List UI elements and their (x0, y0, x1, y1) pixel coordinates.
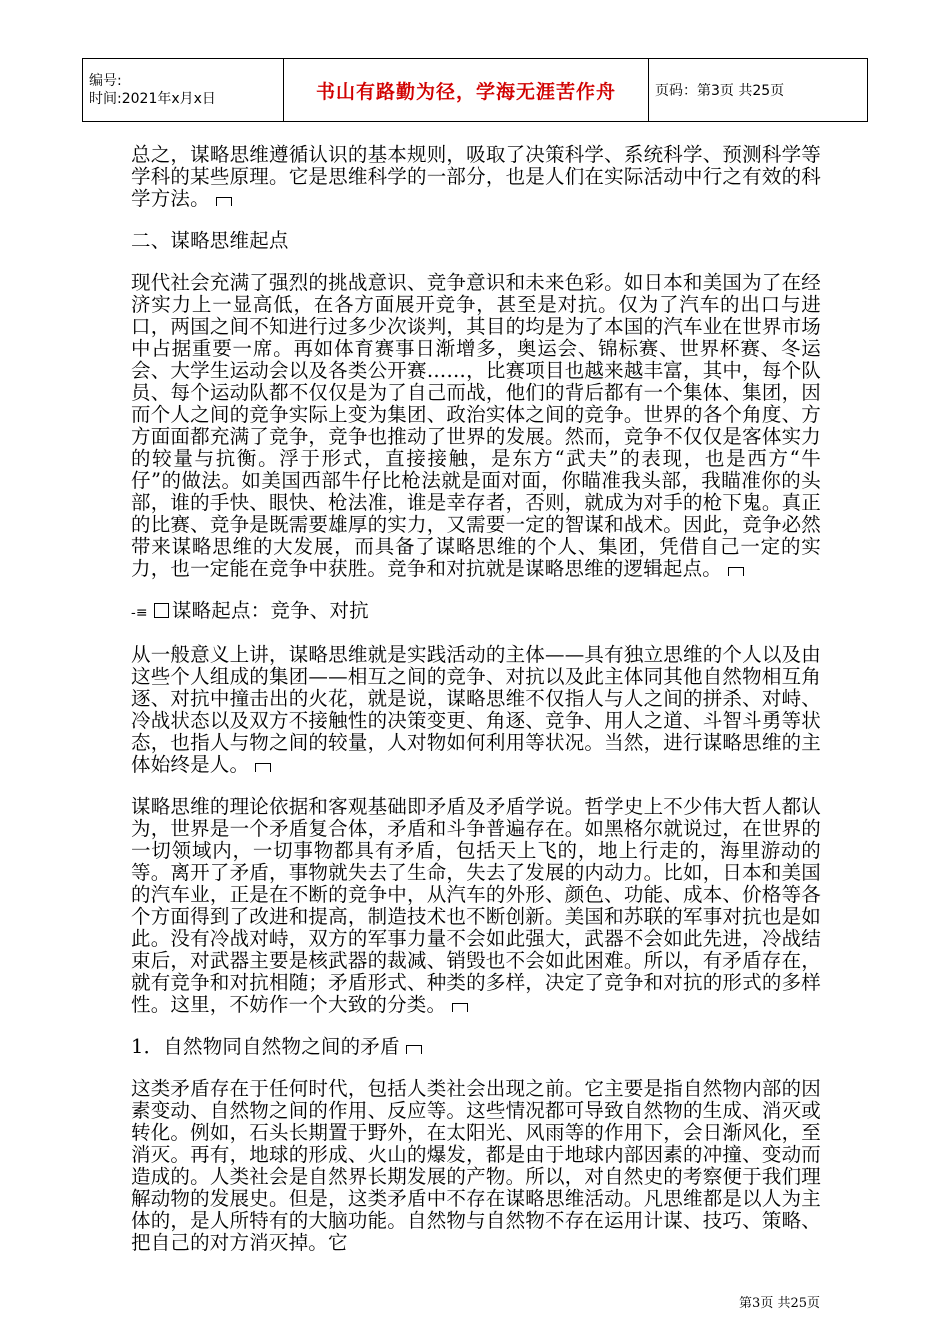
heading-text: 1．自然物同自然物之间的矛盾 (131, 1035, 400, 1058)
section-heading: 二、谋略思维起点 (131, 229, 289, 252)
paragraph (131, 144, 821, 210)
time-label: 时间:2021年x月x日 (89, 91, 216, 107)
paragraph-mark-icon (216, 197, 232, 206)
paragraph-mark-icon (452, 1003, 468, 1012)
paragraph (131, 1078, 821, 1254)
header-motto: 书山有路勤为径，学海无涯苦作舟 (284, 59, 649, 122)
paragraph-mark-icon (255, 763, 271, 772)
page-footer: 第3页 共25页 (739, 1296, 820, 1311)
paragraph-text: 总之，谋略思维遵循认识的基本规则，吸取了决策科学、系统科学、预测科学等学科的某些原理。它是思维科学的一部分，也是人们在实际活动中行之有效的科学方法。 (131, 143, 821, 210)
heading-text: 谋略起点：竞争、对抗 (171, 599, 369, 622)
paragraph-mark-icon (728, 567, 744, 576)
paragraph-mark-icon (406, 1045, 422, 1054)
subsection-heading (131, 600, 821, 624)
paragraph-text: 从一般意义上讲，谋略思维就是实践活动的主体——具有独立思维的个人以及由这些个人组成的集团——相互之间的竞争、对抗以及此主体同其他自然物相互角逐、对抗中撞击出的火花，就是说，谋略思维不仅指人与人之间的拼杀、对峙、冷战状态以及双方不接触性的决策变更、角逐、竞争、用人之道、斗智斗勇等状态，也指人与物之间的较量，人对物如何利用等状况。当然，进行谋略思维的主体始终是人。 (131, 643, 821, 776)
paragraph-text: 现代社会充满了强烈的挑战意识、竞争意识和未来色彩。如日本和美国为了在经济实力上一显高低，在各方面展开竞争，甚至是对抗。仅为了汽车的出口与进口，两国之间不知进行过多少次谈判，其目的均是为了本国的汽车业在世界市场中占据重要一席。再如体育赛事日渐增多，奥运会、锦标赛、世界杯赛、冬运会、大学生运动会以及各类公开赛……，比赛项目也越来越丰富，其中，每个队员、每个运动队都不仅仅是为了自己而战，他们的背后都有一个集体、集团，因而个人之间的竞争实际上变为集团、政治实体之间的竞争。世界的各个角度、方方面面都充满了竞争，竞争也推动了世界的发展。然而，竞争不仅仅是客体实力的较量与抗衡。浮于形式，直接接触，是东方“武夫”的表现，也是西方“牛仔”的做法。如美国西部牛仔比枪法就是面对面，你瞄准我头部，我瞄准你的头部，谁的手快、眼快、枪法准，谁是幸存者，否则，就成为对手的枪下鬼。真正的比赛、竞争是既需要雄厚的实力，又需要一定的智谋和战术。因此，竞争必然带来谋略思维的大发展，而具备了谋略思维的个人、集团，凭借自己一定的实力，也一定能在竞争中获胜。竞争和对抗就是谋略思维的逻辑起点。 (131, 271, 821, 580)
header-page-info: 页码：第3页 共25页 (649, 59, 868, 122)
header-table (82, 58, 868, 122)
heading-prefix: -≡ (131, 605, 148, 621)
checkbox-icon (154, 603, 169, 618)
paragraph (131, 644, 821, 776)
header-meta (83, 59, 284, 122)
number-label: 编号: (89, 73, 122, 89)
numbered-heading (131, 1036, 821, 1058)
paragraph (131, 272, 821, 580)
paragraph-text: 这类矛盾存在于任何时代，包括人类社会出现之前。它主要是指自然物内部的因素变动、自然物之间的作用、反应等。这些情况都可导致自然物的生成、消灭或转化。例如，石头长期置于野外，在太阳光、风雨等的作用下，会日渐风化，至消灭。再有，地球的形成、火山的爆发，都是由于地球内部因素的冲撞、变动而造成的。人类社会是自然界长期发展的产物。所以，对自然史的考察便于我们理解动物的发展史。但是，这类矛盾中不存在谋略思维活动。凡思维都是以人为主体的，是人所特有的大脑功能。自然物与自然物不存在运用计谋、技巧、策略、把自己的对方消灭掉。它 (131, 1077, 821, 1254)
document-body (131, 144, 821, 1274)
paragraph-text: 谋略思维的理论依据和客观基础即矛盾及矛盾学说。哲学史上不少伟大哲人都认为，世界是一个矛盾复合体，矛盾和斗争普遍存在。如黑格尔就说过，在世界的一切领域内，一切事物都具有矛盾，包括天上飞的，地上行走的，海里游动的等。离开了矛盾，事物就失去了生命，失去了发展的内动力。比如，日本和美国的汽车业，正是在不断的竞争中，从汽车的外形、颜色、功能、成本、价格等各个方面得到了改进和提高，制造技术也不断创新。美国和苏联的军事对抗也是如此。没有冷战对峙，双方的军事力量不会如此强大，武器不会如此先进，冷战结束后，对武器主要是核武器的裁减、销毁也不会如此困难。所以，有矛盾存在，就有竞争和对抗相随；矛盾形式、种类的多样，决定了竞争和对抗的形式的多样性。这里，不妨作一个大致的分类。 (131, 795, 821, 1016)
paragraph (131, 796, 821, 1016)
